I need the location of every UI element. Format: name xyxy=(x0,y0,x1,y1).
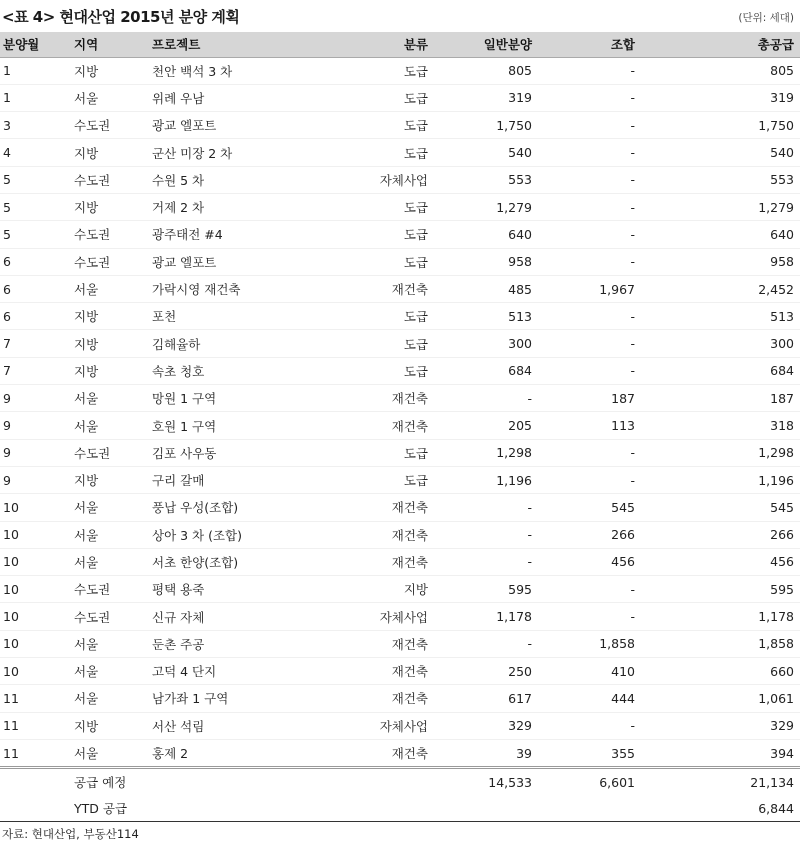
cell-project: 홍제 2 xyxy=(144,739,336,767)
cell-total: 2,452 xyxy=(643,275,800,302)
cell-total: 187 xyxy=(643,385,800,412)
cell-region: 지방 xyxy=(66,466,144,493)
cell-type: 지방 xyxy=(336,576,436,603)
cell-total: 595 xyxy=(643,576,800,603)
cell-project: 광교 엘포트 xyxy=(144,248,336,275)
table-row xyxy=(0,357,800,384)
cell-project: 거제 2 차 xyxy=(144,193,336,220)
cell-month: 10 xyxy=(0,630,66,657)
cell-project: 김포 사우동 xyxy=(144,439,336,466)
cell-union: - xyxy=(540,112,643,139)
cell-union: - xyxy=(540,576,643,603)
cell-general: 640 xyxy=(436,221,540,248)
cell-general: 540 xyxy=(436,139,540,166)
cell-project: 신규 자체 xyxy=(144,603,336,630)
column-header-type: 분류 xyxy=(336,32,436,57)
table-row xyxy=(0,385,800,412)
cell-union: - xyxy=(540,166,643,193)
planned-label: 공급 예정 xyxy=(74,775,127,791)
cell-total: 1,061 xyxy=(643,685,800,712)
cell-type: 도급 xyxy=(336,193,436,220)
table-row xyxy=(0,739,800,767)
cell-region: 서울 xyxy=(66,84,144,111)
cell-month: 10 xyxy=(0,603,66,630)
cell-region: 수도권 xyxy=(66,166,144,193)
cell-total: 329 xyxy=(643,712,800,739)
column-header-union: 조합 xyxy=(540,32,643,57)
cell-total: 1,279 xyxy=(643,193,800,220)
table-summary xyxy=(0,768,800,822)
cell-general: - xyxy=(436,385,540,412)
cell-general: 1,196 xyxy=(436,466,540,493)
cell-month: 11 xyxy=(0,712,66,739)
cell-union: - xyxy=(540,221,643,248)
cell-total: 540 xyxy=(643,139,800,166)
cell-total: 1,178 xyxy=(643,603,800,630)
cell-region: 서울 xyxy=(66,739,144,767)
cell-general: - xyxy=(436,548,540,575)
cell-type: 도급 xyxy=(336,221,436,248)
cell-month: 5 xyxy=(0,193,66,220)
cell-union: - xyxy=(540,439,643,466)
cell-total: 545 xyxy=(643,494,800,521)
cell-month: 10 xyxy=(0,658,66,685)
cell-project: 속초 청호 xyxy=(144,357,336,384)
cell-type: 재건축 xyxy=(336,548,436,575)
column-header-month: 분양월 xyxy=(0,32,66,57)
cell-region: 수도권 xyxy=(66,221,144,248)
cell-union: - xyxy=(540,84,643,111)
table-row xyxy=(0,630,800,657)
cell-type: 도급 xyxy=(336,303,436,330)
cell-region: 지방 xyxy=(66,57,144,84)
table-row xyxy=(0,221,800,248)
cell-union: 355 xyxy=(540,739,643,767)
cell-general: - xyxy=(436,521,540,548)
cell-region: 지방 xyxy=(66,139,144,166)
cell-region: 지방 xyxy=(66,330,144,357)
cell-region: 수도권 xyxy=(66,576,144,603)
cell-project: 천안 백석 3 차 xyxy=(144,57,336,84)
column-header-general: 일반분양 xyxy=(436,32,540,57)
cell-union: 444 xyxy=(540,685,643,712)
cell-union: - xyxy=(540,603,643,630)
table-title: <표 4> 현대산업 2015년 분양 계획 xyxy=(2,8,240,26)
cell-project: 위례 우남 xyxy=(144,84,336,111)
cell-month: 10 xyxy=(0,576,66,603)
column-header-row xyxy=(0,32,800,57)
cell-month: 10 xyxy=(0,548,66,575)
cell-month: 6 xyxy=(0,275,66,302)
cell-union: 545 xyxy=(540,494,643,521)
cell-type: 도급 xyxy=(336,112,436,139)
cell-project: 김해율하 xyxy=(144,330,336,357)
cell-total: 640 xyxy=(643,221,800,248)
summary-row-planned xyxy=(0,768,800,796)
table-row xyxy=(0,466,800,493)
cell-total: 513 xyxy=(643,303,800,330)
planned-total: 21,134 xyxy=(750,774,794,790)
cell-total: 958 xyxy=(643,248,800,275)
cell-region: 서울 xyxy=(66,494,144,521)
cell-month: 10 xyxy=(0,521,66,548)
cell-general: 250 xyxy=(436,658,540,685)
cell-total: 300 xyxy=(643,330,800,357)
cell-union: - xyxy=(540,712,643,739)
cell-region: 지방 xyxy=(66,193,144,220)
cell-project: 풍납 우성(조합) xyxy=(144,494,336,521)
cell-total: 1,750 xyxy=(643,112,800,139)
cell-month: 11 xyxy=(0,685,66,712)
table-body xyxy=(0,57,800,768)
cell-region: 지방 xyxy=(66,712,144,739)
cell-project: 평택 용죽 xyxy=(144,576,336,603)
cell-type: 재건축 xyxy=(336,275,436,302)
cell-month: 6 xyxy=(0,248,66,275)
table-row xyxy=(0,712,800,739)
cell-general: 553 xyxy=(436,166,540,193)
cell-region: 서울 xyxy=(66,385,144,412)
cell-union: - xyxy=(540,357,643,384)
ytd-total: 6,844 xyxy=(643,795,800,822)
cell-union: - xyxy=(540,193,643,220)
table-row xyxy=(0,84,800,111)
cell-type: 재건축 xyxy=(336,385,436,412)
table-row xyxy=(0,166,800,193)
supply-plan-table xyxy=(0,32,800,822)
column-header-region: 지역 xyxy=(66,32,144,57)
cell-region: 서울 xyxy=(66,630,144,657)
cell-region: 서울 xyxy=(66,685,144,712)
cell-union: 113 xyxy=(540,412,643,439)
planned-general: 14,533 xyxy=(488,774,532,790)
cell-month: 9 xyxy=(0,412,66,439)
cell-project: 고덕 4 단지 xyxy=(144,658,336,685)
column-header-total: 총공급 xyxy=(643,32,800,57)
cell-project: 남가좌 1 구역 xyxy=(144,685,336,712)
cell-region: 서울 xyxy=(66,548,144,575)
table-row xyxy=(0,139,800,166)
cell-general: 1,298 xyxy=(436,439,540,466)
cell-month: 9 xyxy=(0,385,66,412)
cell-total: 456 xyxy=(643,548,800,575)
cell-month: 6 xyxy=(0,303,66,330)
cell-union: 1,967 xyxy=(540,275,643,302)
cell-general: 205 xyxy=(436,412,540,439)
cell-union: - xyxy=(540,303,643,330)
table-row xyxy=(0,275,800,302)
cell-project: 가락시영 재건축 xyxy=(144,275,336,302)
cell-region: 서울 xyxy=(66,521,144,548)
cell-month: 5 xyxy=(0,221,66,248)
cell-general: 617 xyxy=(436,685,540,712)
cell-union: - xyxy=(540,466,643,493)
cell-type: 재건축 xyxy=(336,658,436,685)
cell-union: - xyxy=(540,330,643,357)
cell-month: 3 xyxy=(0,112,66,139)
cell-project: 서산 석림 xyxy=(144,712,336,739)
cell-month: 5 xyxy=(0,166,66,193)
cell-project: 포천 xyxy=(144,303,336,330)
cell-project: 구리 갈매 xyxy=(144,466,336,493)
cell-project: 광교 엘포트 xyxy=(144,112,336,139)
cell-project: 상아 3 차 (조합) xyxy=(144,521,336,548)
cell-region: 서울 xyxy=(66,658,144,685)
cell-total: 1,298 xyxy=(643,439,800,466)
column-header-project: 프로젝트 xyxy=(144,32,336,57)
table-row xyxy=(0,57,800,84)
cell-general: 513 xyxy=(436,303,540,330)
cell-union: 456 xyxy=(540,548,643,575)
cell-general: 805 xyxy=(436,57,540,84)
table-row xyxy=(0,603,800,630)
cell-general: 684 xyxy=(436,357,540,384)
cell-project: 망원 1 구역 xyxy=(144,385,336,412)
cell-region: 수도권 xyxy=(66,439,144,466)
cell-general: - xyxy=(436,630,540,657)
cell-type: 도급 xyxy=(336,139,436,166)
cell-type: 도급 xyxy=(336,57,436,84)
cell-union: - xyxy=(540,139,643,166)
cell-general: 595 xyxy=(436,576,540,603)
planned-union: 6,601 xyxy=(599,774,635,790)
cell-project: 서초 한양(조합) xyxy=(144,548,336,575)
cell-month: 1 xyxy=(0,84,66,111)
table-row xyxy=(0,330,800,357)
table-row xyxy=(0,658,800,685)
table-row xyxy=(0,412,800,439)
cell-total: 684 xyxy=(643,357,800,384)
cell-type: 도급 xyxy=(336,84,436,111)
cell-type: 도급 xyxy=(336,330,436,357)
cell-union: 266 xyxy=(540,521,643,548)
cell-month: 9 xyxy=(0,439,66,466)
cell-type: 자체사업 xyxy=(336,166,436,193)
cell-region: 서울 xyxy=(66,412,144,439)
cell-region: 수도권 xyxy=(66,112,144,139)
cell-general: 1,750 xyxy=(436,112,540,139)
cell-union: - xyxy=(540,57,643,84)
cell-general: 319 xyxy=(436,84,540,111)
cell-type: 재건축 xyxy=(336,412,436,439)
cell-type: 도급 xyxy=(336,466,436,493)
cell-project: 둔촌 주공 xyxy=(144,630,336,657)
cell-project: 호원 1 구역 xyxy=(144,412,336,439)
unit-note: (단위: 세대) xyxy=(738,12,794,24)
cell-region: 수도권 xyxy=(66,248,144,275)
cell-type: 도급 xyxy=(336,357,436,384)
summary-row-ytd xyxy=(0,795,800,822)
cell-type: 자체사업 xyxy=(336,712,436,739)
cell-union: 1,858 xyxy=(540,630,643,657)
table-row xyxy=(0,193,800,220)
cell-total: 660 xyxy=(643,658,800,685)
cell-general: 958 xyxy=(436,248,540,275)
cell-project: 군산 미장 2 차 xyxy=(144,139,336,166)
cell-general: - xyxy=(436,494,540,521)
cell-general: 300 xyxy=(436,330,540,357)
cell-general: 329 xyxy=(436,712,540,739)
ytd-label: YTD 공급 xyxy=(66,795,336,822)
table-row xyxy=(0,494,800,521)
cell-general: 1,178 xyxy=(436,603,540,630)
cell-month: 7 xyxy=(0,357,66,384)
cell-type: 재건축 xyxy=(336,685,436,712)
cell-region: 수도권 xyxy=(66,603,144,630)
cell-type: 자체사업 xyxy=(336,603,436,630)
cell-type: 재건축 xyxy=(336,521,436,548)
source-note: 자료: 현대산업, 부동산114 xyxy=(2,827,139,841)
table-row xyxy=(0,112,800,139)
cell-total: 1,858 xyxy=(643,630,800,657)
cell-month: 7 xyxy=(0,330,66,357)
cell-type: 도급 xyxy=(336,248,436,275)
cell-union: 187 xyxy=(540,385,643,412)
cell-month: 1 xyxy=(0,57,66,84)
cell-total: 805 xyxy=(643,57,800,84)
cell-union: - xyxy=(540,248,643,275)
cell-total: 394 xyxy=(643,739,800,767)
cell-type: 재건축 xyxy=(336,630,436,657)
cell-project: 광주태전 #4 xyxy=(144,221,336,248)
cell-total: 1,196 xyxy=(643,466,800,493)
cell-union: 410 xyxy=(540,658,643,685)
cell-region: 지방 xyxy=(66,357,144,384)
cell-general: 485 xyxy=(436,275,540,302)
cell-general: 39 xyxy=(436,739,540,767)
cell-project: 수원 5 차 xyxy=(144,166,336,193)
table-row xyxy=(0,439,800,466)
cell-total: 553 xyxy=(643,166,800,193)
cell-total: 266 xyxy=(643,521,800,548)
cell-month: 4 xyxy=(0,139,66,166)
cell-region: 지방 xyxy=(66,303,144,330)
cell-total: 318 xyxy=(643,412,800,439)
cell-month: 10 xyxy=(0,494,66,521)
cell-type: 재건축 xyxy=(336,739,436,767)
table-row xyxy=(0,303,800,330)
table-row xyxy=(0,248,800,275)
cell-total: 319 xyxy=(643,84,800,111)
table-row xyxy=(0,521,800,548)
table-header-bar xyxy=(0,0,800,30)
cell-general: 1,279 xyxy=(436,193,540,220)
cell-month: 9 xyxy=(0,466,66,493)
table-row xyxy=(0,685,800,712)
cell-region: 서울 xyxy=(66,275,144,302)
cell-type: 도급 xyxy=(336,439,436,466)
table-row xyxy=(0,548,800,575)
table-row xyxy=(0,576,800,603)
cell-month: 11 xyxy=(0,739,66,767)
cell-type: 재건축 xyxy=(336,494,436,521)
